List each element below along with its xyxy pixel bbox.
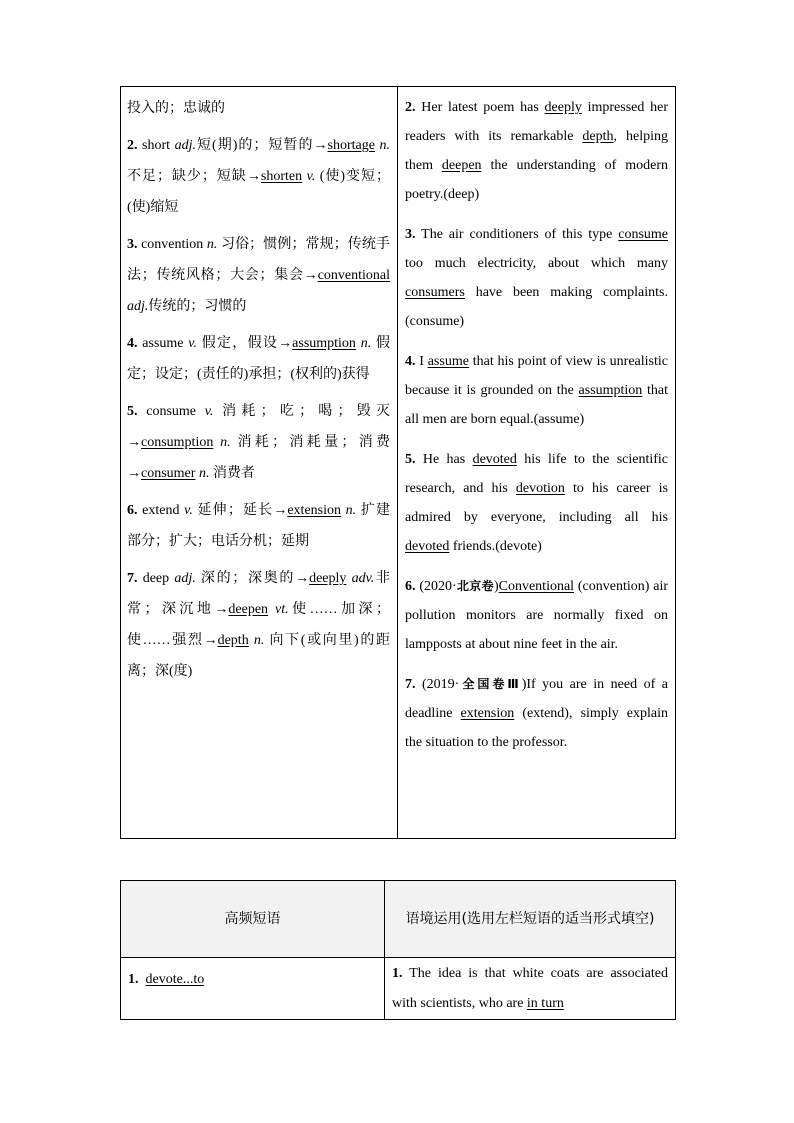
answer: Conventional xyxy=(498,579,575,594)
answer: depth xyxy=(582,129,614,144)
exam-source: 北京卷 xyxy=(456,579,494,593)
answer: deeply xyxy=(544,100,582,115)
answer: deepen xyxy=(228,602,269,617)
vocabulary-table xyxy=(120,86,676,839)
sentence-5: 5. He has devoted his life to the scientific research, and his devotion to his career is admired by everyone, including all his devoted friends.(devote) xyxy=(405,452,668,554)
answer: assumption xyxy=(292,336,356,351)
entry-extend: 6. extend v. 延伸；延长→extension n. 扩建部分；扩大；电话分机；延期 xyxy=(127,503,391,549)
word-forms-column xyxy=(121,87,398,839)
sentence-7: 7. (2019·全国卷Ⅲ)If you are in need of a deadline extension (extend), simply explain the situation to the professor. xyxy=(405,677,669,750)
answer: devote...to xyxy=(145,972,205,987)
header-phrases: 高频短语 xyxy=(121,881,385,958)
answer: devoted xyxy=(405,539,450,554)
answer: shortage xyxy=(327,138,375,153)
answer: consumers xyxy=(405,285,465,300)
answer: consume xyxy=(618,227,668,242)
context-usage-column xyxy=(398,87,676,839)
answer: depth xyxy=(217,633,249,648)
sentence-6: 6. (2020·北京卷)Conventional (convention) air pollution monitors are normally fixed on lampposts at about nine feet in the air. xyxy=(405,579,669,652)
sentence-3: 3. The air conditioners of this type consume too much electricity, about which many consumers have been making complaints.(consume) xyxy=(405,227,668,329)
answer: conventional xyxy=(317,268,390,283)
sentence-2: 2. Her latest poem has deeply impressed her readers with its remarkable depth, helping them deepen the understanding of modern poetry.(deep) xyxy=(405,100,668,202)
answer: extension xyxy=(287,503,341,518)
answer: extension xyxy=(460,706,515,721)
answer: consumer xyxy=(141,466,196,481)
answer: assumption xyxy=(578,383,643,398)
entry-continuation: 投入的；忠诚的 xyxy=(127,101,225,116)
header-context-usage: 语境运用(选用左栏短语的适当形式填空) xyxy=(385,881,676,958)
entry-short: 2. short adj.短(期)的；短暂的→shortage n. 不足；缺少；短缺→shorten v. (使)变短；(使)缩短 xyxy=(127,138,391,215)
answer: deeply xyxy=(309,571,347,586)
answer: devoted xyxy=(472,452,517,467)
entry-assume: 4. assume v. 假定，假设→assumption n. 假定；设定；(责任的)承担；(权利的)获得 xyxy=(127,336,390,382)
exam-source: 全国卷Ⅲ xyxy=(459,677,522,691)
usage-cell: 1. The idea is that white coats are associated with scientists, who are in turn xyxy=(385,958,676,1020)
answer: in turn xyxy=(526,996,564,1011)
answer: assume xyxy=(427,354,469,369)
phrases-table xyxy=(120,880,676,1020)
entry-consume: 5. consume v. 消耗；吃；喝；毁灭→consumption n. 消耗；消耗量；消费→consumer n. 消费者 xyxy=(127,404,391,481)
answer: shorten xyxy=(260,169,303,184)
entry-deep: 7. deep adj. 深的；深奥的→deeply adv.非常；深沉地→deepen vt.使……加深；使……强烈→depth n. 向下(或向里)的距离；深(度) xyxy=(127,571,391,679)
phrase-cell: 1. devote...to xyxy=(121,958,385,1020)
answer: devotion xyxy=(515,481,565,496)
entry-convention: 3. convention n. 习俗；惯例；常规；传统手法；传统风格；大会；集会→conventional adj.传统的；习惯的 xyxy=(127,237,390,314)
answer: deepen xyxy=(441,158,482,173)
answer: consumption xyxy=(141,435,214,450)
sentence-4: 4. I assume that his point of view is unrealistic because it is grounded on the assumption that all men are born equal.(assume) xyxy=(405,354,668,427)
